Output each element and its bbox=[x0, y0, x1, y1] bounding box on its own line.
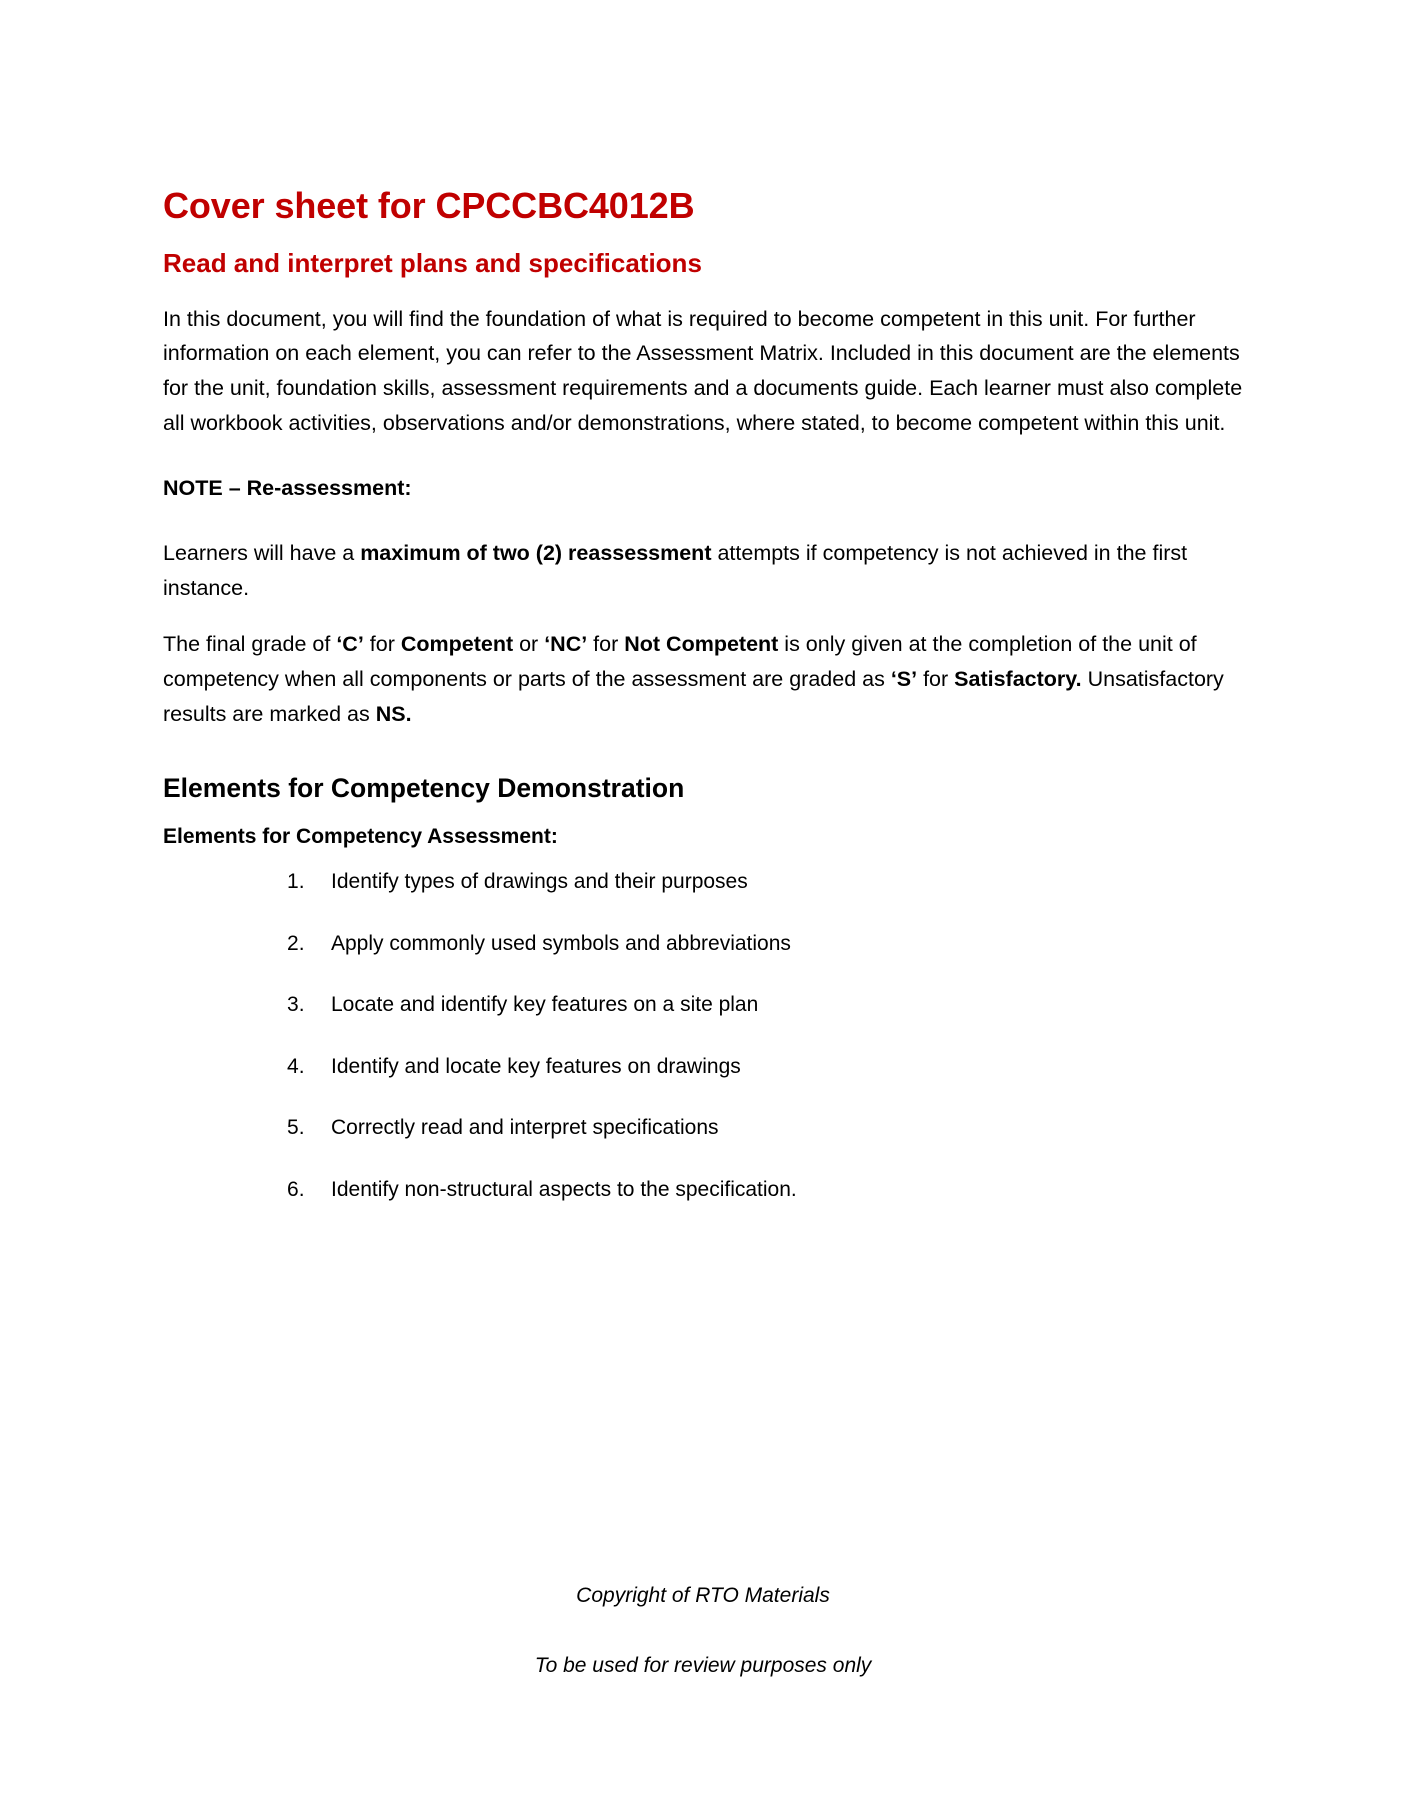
final-grade-text-6: for bbox=[917, 667, 955, 692]
list-item: Correctly read and interpret specifications bbox=[331, 1116, 719, 1140]
page-title: Cover sheet for CPCCBC4012B bbox=[163, 185, 695, 226]
satisfactory-label: Satisfactory. bbox=[954, 667, 1082, 692]
footer-review-notice: To be used for review purposes only bbox=[534, 1653, 872, 1677]
final-grade-text-3: or bbox=[513, 632, 545, 657]
grade-c-label: ‘C’ bbox=[336, 632, 364, 657]
grade-nc-label: ‘NC’ bbox=[544, 632, 588, 657]
final-grade-paragraph bbox=[163, 627, 1243, 731]
elements-list bbox=[163, 866, 1243, 1205]
list-item: Identify non-structural aspects to the specification. bbox=[331, 1177, 797, 1201]
note-heading: NOTE – Re-assessment: bbox=[163, 475, 412, 500]
final-grade-text-1: The final grade of bbox=[163, 632, 337, 657]
competent-label: Competent bbox=[400, 632, 514, 657]
final-grade-text-4: for bbox=[587, 632, 625, 657]
page-subtitle: Read and interpret plans and specifications bbox=[163, 248, 702, 279]
reassessment-text-2: attempts if competency is not achieved in the first instance. bbox=[163, 540, 1188, 600]
ns-label: NS. bbox=[375, 702, 412, 727]
elements-sub-heading: Elements for Competency Assessment: bbox=[163, 824, 558, 848]
reassessment-bold-1: maximum of two (2) reassessment bbox=[360, 540, 712, 565]
list-item: Identify and locate key features on drawings bbox=[331, 1054, 741, 1078]
footer-copyright: Copyright of RTO Materials bbox=[576, 1584, 830, 1607]
intro-paragraph: In this document, you will find the foundation of what is required to become competent in this unit. For further information on each element, you can refer to the Assessment Matrix. Included in this document are the elements for the unit, foundation skills, assessment requirements and a documents guide. Each learner must also complete all workbook activities, observations and/or demonstrations, where stated, to become competent within this unit. bbox=[163, 306, 1243, 436]
not-competent-label: Not Competent bbox=[624, 632, 779, 657]
elements-section-heading: Elements for Competency Demonstration bbox=[163, 772, 685, 803]
reassessment-text-1: Learners will have a bbox=[163, 540, 361, 565]
final-grade-text-5: is only given at the completion of the unit of competency when all components or parts of the assessment are graded as bbox=[163, 632, 1197, 692]
page-footer bbox=[0, 1580, 1406, 1719]
final-grade-text-7: Unsatisfactory results are marked as bbox=[163, 667, 1224, 727]
list-item: Identify types of drawings and their purposes bbox=[331, 870, 748, 894]
document-content bbox=[163, 185, 1243, 1235]
reassessment-paragraph bbox=[163, 536, 1243, 606]
grade-s-label: ‘S’ bbox=[890, 667, 918, 692]
final-grade-text-2: for bbox=[363, 632, 401, 657]
list-item: Locate and identify key features on a site plan bbox=[331, 993, 759, 1017]
list-item: Apply commonly used symbols and abbreviations bbox=[331, 931, 791, 955]
